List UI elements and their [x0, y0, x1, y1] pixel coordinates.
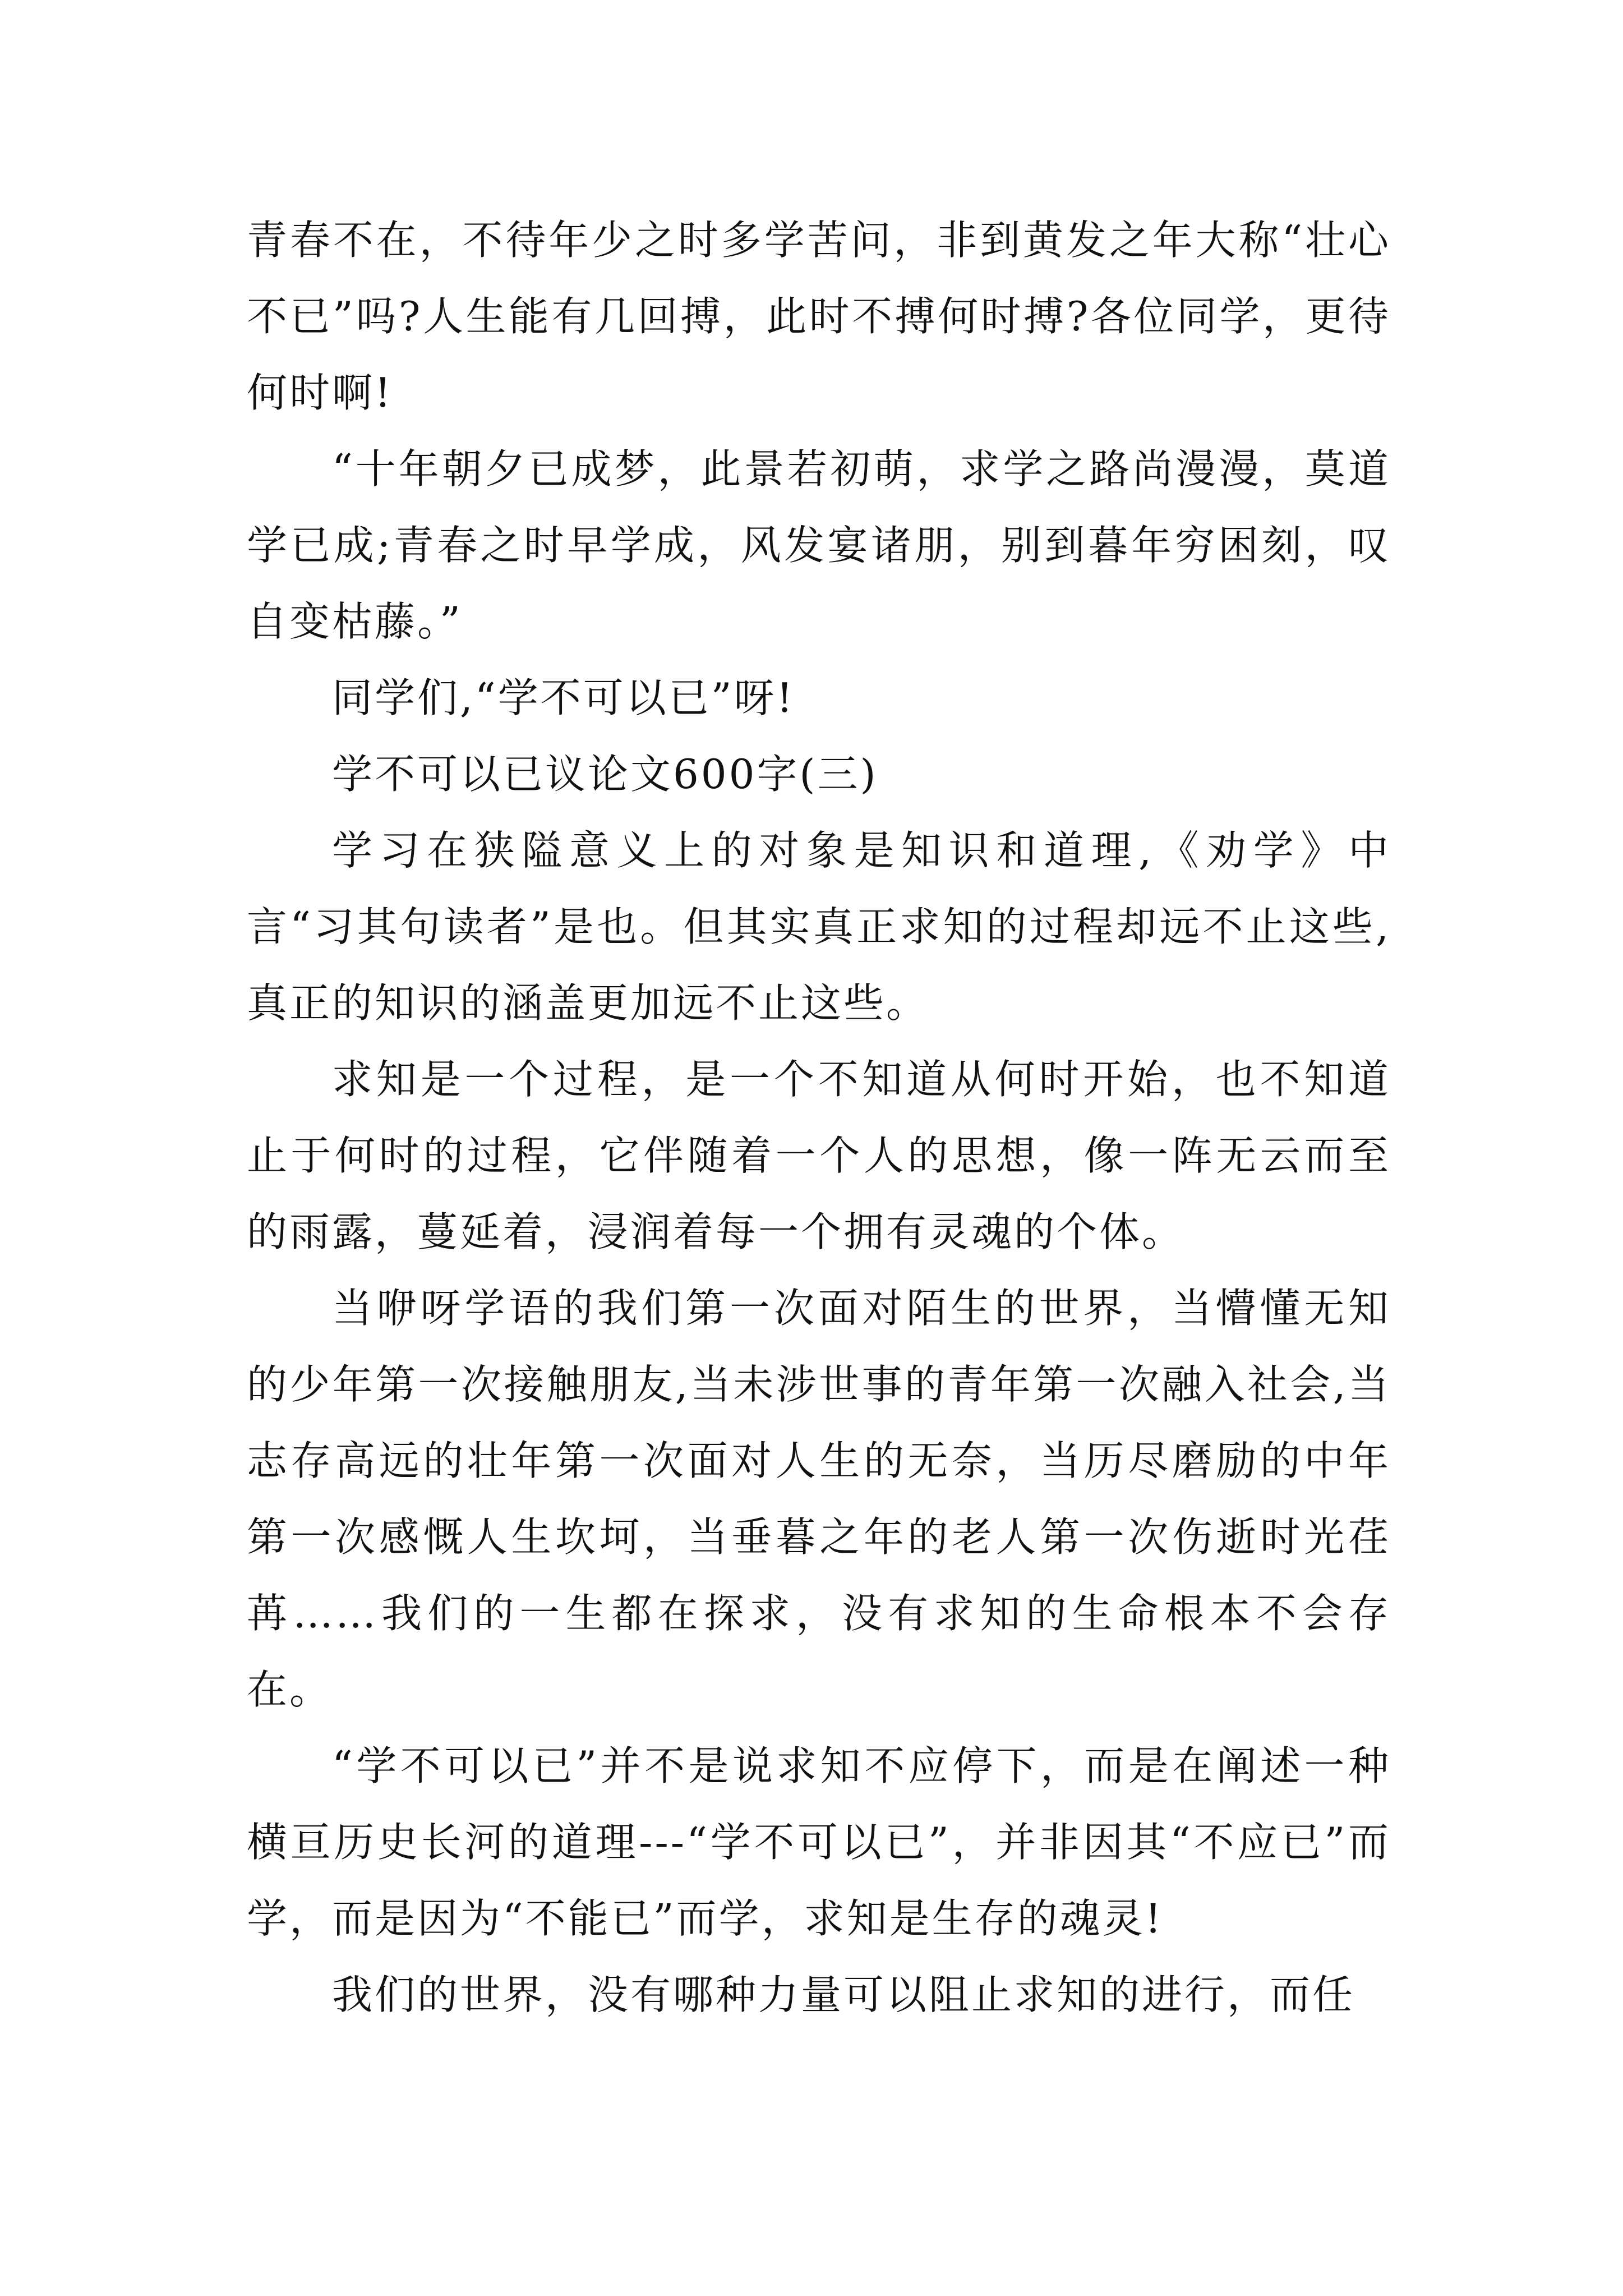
document-body: [247, 202, 1391, 2033]
paragraph-5: 求知是一个过程，是一个不知道从何时开始，也不知道止于何时的过程，它伴随着一个人的思想，像一阵无云而至的雨露，蔓延着，浸润着每一个拥有灵魂的个体。: [247, 1056, 1391, 1255]
paragraph-7: “学不可以已”并不是说求知不应停下，而是在阐述一种横亘历史长河的道理---“学不可以已”，并非因其“不应已”而学，而是因为“不能已”而学，求知是生存的魂灵!: [247, 1742, 1391, 1942]
paragraph-2: “十年朝夕已成梦，此景若初萌，求学之路尚漫漫，莫道学已成;青春之时早学成，风发宴诸朋，别到暮年穷困刻，叹自变枯藤。”: [247, 445, 1391, 645]
paragraph-8: 我们的世界，没有哪种力量可以阻止求知的进行，而任: [332, 1971, 1355, 2018]
paragraph-1: 青春不在，不待年少之时多学苦问，非到黄发之年大称“壮心不已”吗?人生能有几回搏，此时不搏何时搏?各位同学，更待何时啊!: [247, 217, 1391, 416]
paragraph-6: 当咿呀学语的我们第一次面对陌生的世界，当懵懂无知的少年第一次接触朋友,当未涉世事的青年第一次融入社会,当志存高远的壮年第一次面对人生的无奈，当历尽磨励的中年第一次感慨人生坎坷，当垂暮之年的老人第一次伤逝时光荏苒……我们的一生都在探求，没有求知的生命根本不会存在。: [247, 1285, 1391, 1713]
section-heading: 学不可以已议论文600字(三): [332, 751, 878, 798]
paragraph-3: 同学们,“学不可以已”呀!: [332, 674, 795, 721]
paragraph-4: 学习在狭隘意义上的对象是知识和道理,《劝学》中言“习其句读者”是也。但其实真正求知的过程却远不止这些,真正的知识的涵盖更加远不止这些。: [247, 827, 1391, 1027]
